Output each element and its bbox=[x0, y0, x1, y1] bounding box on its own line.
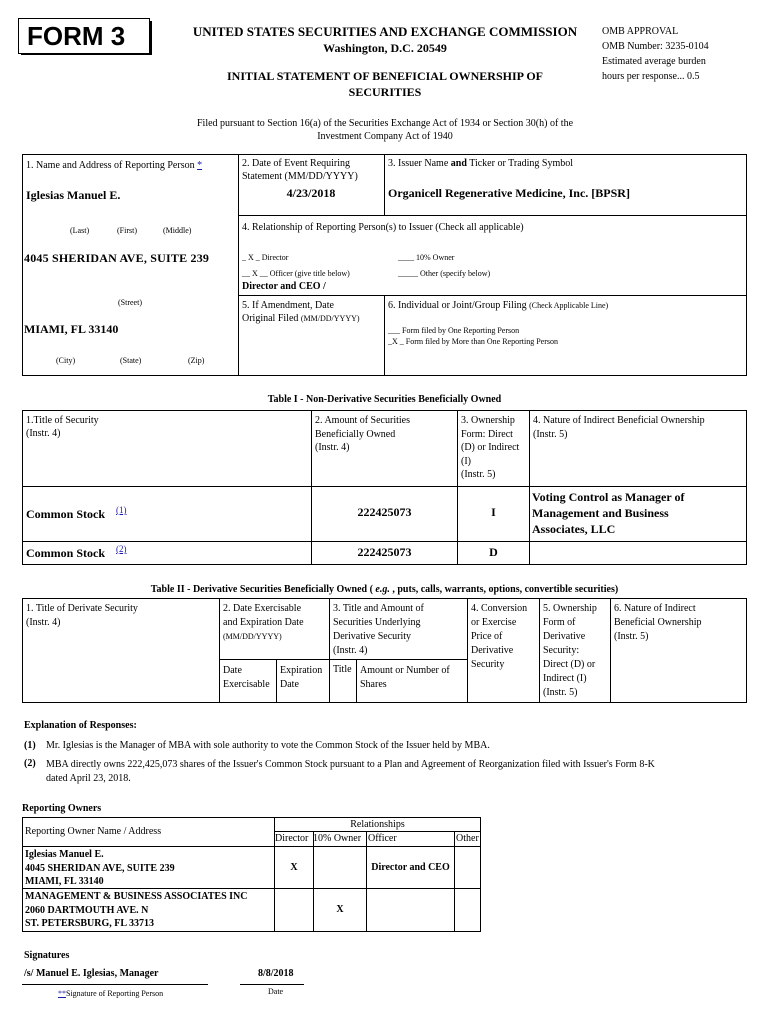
explanation-number-1: (1) bbox=[24, 740, 36, 751]
table1-row1-nature-line2: Management and Business bbox=[532, 506, 669, 520]
table1-header-ownership-line1: 3. Ownership bbox=[461, 415, 515, 426]
filed-pursuant-line1: Filed pursuant to Section 16(a) of the Securities Exchange Act of 1934 or Section 30(h) of the bbox=[196, 118, 574, 129]
box1-label bbox=[26, 160, 202, 171]
table2-header-expiration-line2: Date bbox=[280, 679, 299, 690]
table1-row2-title-text: Common Stock bbox=[26, 546, 106, 560]
owner-row-2-ten-percent: X bbox=[336, 904, 344, 915]
street-address: 4045 SHERIDAN AVE, SUITE 239 bbox=[24, 251, 210, 265]
explanation-title: Explanation of Responses: bbox=[24, 720, 137, 731]
table2-title bbox=[22, 584, 747, 595]
signature-footnote-link[interactable]: ** bbox=[58, 989, 66, 998]
box3-label-and: and bbox=[450, 158, 467, 169]
table2-header-date bbox=[223, 602, 304, 644]
signature-line bbox=[22, 984, 208, 985]
table2-header-underlying-line3: Derivative Security bbox=[333, 631, 412, 642]
owner-row-1-line3: MIAMI, FL 33140 bbox=[25, 876, 104, 887]
table1-header-ownership bbox=[461, 414, 519, 482]
table2-title-pre: Table II - Derivative Securities Beneficially Owned ( bbox=[150, 584, 376, 595]
reporting-person-footnote-link[interactable]: * bbox=[197, 160, 203, 171]
issuer-name: Organicell Regenerative Medicine, Inc. [BPSR] bbox=[388, 186, 630, 200]
table2-header-ownership-line4: Security: bbox=[543, 645, 580, 656]
table2-header-ownership-line1: 5. Ownership bbox=[543, 603, 597, 614]
omb-number: OMB Number: 3235-0104 bbox=[602, 41, 709, 52]
owners-header-ten-percent: 10% Owner bbox=[313, 833, 362, 844]
table2-header-date-exercisable-line1: Date bbox=[223, 665, 242, 676]
owners-header-name: Reporting Owner Name / Address bbox=[25, 826, 162, 837]
grid-line bbox=[238, 154, 239, 376]
owner-row-2-line2: 2060 DARTMOUTH AVE. N bbox=[25, 904, 149, 916]
table2-header-ownership-line5: Direct (D) or bbox=[543, 659, 596, 670]
name-middle-caption: (Middle) bbox=[163, 226, 192, 235]
table1-row1-nature bbox=[532, 489, 684, 537]
table2-header-ownership-line3: Derivative bbox=[543, 631, 586, 642]
omb-approval bbox=[602, 24, 709, 84]
filed-pursuant-line2: Investment Company Act of 1940 bbox=[317, 131, 453, 142]
grid-line bbox=[22, 817, 23, 932]
grid-line bbox=[480, 817, 481, 932]
omb-burden-line1: Estimated average burden bbox=[602, 56, 706, 67]
grid-line bbox=[22, 154, 23, 376]
table1-header-title-line2: (Instr. 4) bbox=[26, 428, 61, 439]
grid-line bbox=[22, 564, 747, 565]
table1-header-title-line1: 1.Title of Security bbox=[26, 415, 99, 426]
relationship-director: _ X _ Director bbox=[242, 253, 289, 262]
grid-line bbox=[22, 817, 481, 818]
box1-label-text: 1. Name and Address of Reporting Person bbox=[26, 160, 195, 171]
table2-header-conversion-line1: 4. Conversion bbox=[471, 603, 528, 614]
table2-header-conversion-line3: Price of bbox=[471, 631, 503, 642]
signature-name: /s/ Manuel E. Iglesias, Manager bbox=[24, 968, 159, 979]
signatures-title: Signatures bbox=[24, 950, 70, 961]
grid-line bbox=[22, 702, 747, 703]
table2-header-shares-line2: Shares bbox=[360, 679, 387, 690]
grid-line bbox=[746, 154, 747, 376]
street-caption: (Street) bbox=[118, 298, 142, 307]
relationship-ten-percent-owner: ____ 10% Owner bbox=[398, 253, 455, 262]
explanation-number-2: (2) bbox=[24, 758, 36, 769]
owners-header-relationships: Relationships bbox=[350, 819, 405, 830]
grid-line bbox=[356, 659, 357, 703]
omb-approval-title: OMB APPROVAL bbox=[602, 26, 679, 37]
table2-header-nature-line2: Beneficial Ownership bbox=[614, 617, 702, 628]
table1-title: Table I - Non-Derivative Securities Beneficially Owned bbox=[267, 394, 502, 405]
grid-line bbox=[219, 659, 467, 660]
owners-header-director: Director bbox=[275, 833, 309, 844]
date-caption: Date bbox=[268, 987, 284, 996]
table2-header-title-line1: 1. Title of Derivate Security bbox=[26, 603, 138, 614]
owner-row-1-officer: Director and CEO bbox=[371, 862, 450, 873]
table2-header-underlying-line4: (Instr. 4) bbox=[333, 645, 368, 656]
box5-label-text: Original Filed bbox=[242, 313, 299, 324]
form-title-line1: INITIAL STATEMENT OF BENEFICIAL OWNERSHIP OF bbox=[227, 69, 543, 83]
footnote-1-link[interactable]: (1) bbox=[116, 505, 127, 515]
officer-title: Director and CEO / bbox=[242, 281, 326, 292]
date-line bbox=[240, 984, 304, 985]
signature-caption bbox=[58, 989, 163, 998]
table1-header-ownership-line2: Form: Direct bbox=[461, 428, 513, 440]
table2-header-date-format: (MM/DD/YYYY) bbox=[223, 632, 282, 641]
grid-line bbox=[329, 598, 330, 703]
owner-row-1-address bbox=[25, 848, 175, 889]
table2-header-date-line1: 2. Date Exercisable bbox=[223, 603, 302, 614]
filing-option-multiple-persons: _X _ Form filed by More than One Reporting Person bbox=[388, 337, 558, 346]
table2-header-title-line2: (Instr. 4) bbox=[26, 617, 61, 628]
table2-header-conversion-line2: or Exercise bbox=[471, 617, 517, 628]
grid-line bbox=[274, 831, 481, 832]
table1-header-amount-line1: 2. Amount of Securities bbox=[315, 415, 410, 426]
box2-label-line2: Statement (MM/DD/YYYY) bbox=[242, 171, 358, 182]
table2-header-shares-line1: Amount or Number of bbox=[360, 665, 450, 676]
owner-row-2-line1: MANAGEMENT & BUSINESS ASSOCIATES INC bbox=[25, 891, 248, 902]
agency-location: Washington, D.C. 20549 bbox=[323, 41, 447, 55]
table2-header-conversion-line5: Security bbox=[471, 659, 505, 670]
owner-row-1-line2: 4045 SHERIDAN AVE, SUITE 239 bbox=[25, 862, 175, 874]
explanation-text-2 bbox=[46, 758, 655, 786]
grid-line bbox=[467, 598, 468, 703]
table2-header-nature bbox=[614, 602, 701, 644]
table1-row1-title bbox=[26, 507, 127, 522]
table2-header-ownership bbox=[543, 602, 597, 700]
table1-row1-title-text: Common Stock bbox=[26, 507, 106, 521]
grid-line bbox=[746, 598, 747, 703]
table2-header-nature-line3: (Instr. 5) bbox=[614, 631, 649, 642]
table2-header-underlying-line1: 3. Title and Amount of bbox=[333, 603, 424, 614]
table1-header-ownership-line3: (D) or Indirect bbox=[461, 442, 520, 453]
table2-header-underlying bbox=[333, 602, 424, 658]
box4-label: 4. Relationship of Reporting Person(s) to Issuer (Check all applicable) bbox=[242, 222, 524, 233]
box6-label-note: (Check Applicable Line) bbox=[529, 301, 609, 310]
form-label-box bbox=[18, 18, 150, 54]
owner-row-2-address bbox=[25, 890, 247, 931]
form-title-line2: SECURITIES bbox=[348, 85, 422, 99]
table1-header-nature bbox=[533, 414, 705, 441]
owners-header-officer: Officer bbox=[368, 833, 397, 844]
omb-burden-line2: hours per response... 0.5 bbox=[602, 71, 700, 82]
footnote-2-link[interactable]: (2) bbox=[116, 544, 127, 554]
table2-header-nature-line1: 6. Nature of Indirect bbox=[614, 603, 696, 614]
table2-header-shares bbox=[360, 664, 450, 692]
grid-line bbox=[384, 295, 385, 376]
explanation-text-1: Mr. Iglesias is the Manager of MBA with sole authority to vote the Common Stock of the Issuer held by MBA. bbox=[46, 740, 490, 751]
table2-header-date-line2: and Expiration Date bbox=[223, 617, 304, 628]
box6-label bbox=[388, 300, 608, 311]
table2-header-conversion-line4: Derivative bbox=[471, 645, 514, 656]
table1-row2-amount: 222425073 bbox=[357, 545, 412, 559]
grid-line bbox=[22, 931, 481, 932]
grid-line bbox=[22, 598, 23, 703]
table1-row2-form: D bbox=[489, 545, 498, 559]
table1-header-amount-line2: Beneficially Owned bbox=[315, 428, 396, 440]
table1-row1-form: I bbox=[491, 505, 496, 519]
city-caption: (City) bbox=[56, 356, 76, 365]
table1-row1-nature-line3: Associates, LLC bbox=[532, 522, 616, 536]
table2-header-conversion bbox=[471, 602, 527, 672]
relationship-officer: __ X __ Officer (give title below) bbox=[242, 269, 350, 278]
event-date: 4/23/2018 bbox=[286, 186, 336, 200]
table2-header-underlying-title: Title bbox=[333, 664, 352, 675]
owner-row-1-director: X bbox=[290, 862, 298, 873]
table2-header-ownership-line7: (Instr. 5) bbox=[543, 687, 578, 698]
state-caption: (State) bbox=[120, 356, 142, 365]
owner-row-2-line3: ST. PETERSBURG, FL 33713 bbox=[25, 918, 155, 929]
grid-line bbox=[238, 295, 747, 296]
table1-header-nature-line2: (Instr. 5) bbox=[533, 428, 568, 440]
table2-header-ownership-line2: Form of bbox=[543, 617, 576, 628]
grid-line bbox=[539, 598, 540, 703]
explanation-text-2-line1: MBA directly owns 222,425,073 shares of the Issuer's Common Stock pursuant to a Plan and Agreement of Reorganization filed with Issuer's Form 8-K bbox=[46, 759, 655, 770]
table1-row1-nature-line1: Voting Control as Manager of bbox=[532, 490, 685, 504]
grid-line bbox=[22, 410, 747, 411]
table1-header-ownership-line5: (Instr. 5) bbox=[461, 469, 496, 480]
grid-line bbox=[22, 846, 481, 847]
table1-row1-amount: 222425073 bbox=[357, 505, 412, 519]
signature-caption-text: Signature of Reporting Person bbox=[66, 989, 164, 998]
owners-header-other: Other bbox=[456, 833, 479, 844]
grid-line bbox=[22, 375, 747, 376]
table1-header-nature-line1: 4. Nature of Indirect Beneficial Ownership bbox=[533, 415, 705, 426]
table1-header-amount bbox=[315, 414, 410, 455]
table2-header-ownership-line6: Indirect (I) bbox=[543, 673, 587, 684]
grid-line bbox=[384, 154, 385, 216]
table1-header-amount-line3: (Instr. 4) bbox=[315, 442, 350, 453]
grid-line bbox=[22, 598, 747, 599]
owner-row-1-line1: Iglesias Manuel E. bbox=[25, 849, 104, 860]
box6-label-text: 6. Individual or Joint/Group Filing bbox=[388, 300, 527, 311]
form-label-shadow-bottom bbox=[21, 53, 152, 55]
table1-header-title bbox=[26, 414, 99, 440]
table2-header-date-exercisable bbox=[223, 664, 270, 692]
table2-header-expiration-line1: Expiration bbox=[280, 665, 323, 676]
table2-title-eg: e.g. bbox=[375, 584, 390, 595]
box5-label-line2 bbox=[242, 313, 360, 324]
box3-label-post: Ticker or Trading Symbol bbox=[466, 158, 574, 169]
signature-date: 8/8/2018 bbox=[258, 968, 294, 979]
table2-header-title bbox=[26, 602, 138, 630]
box3-label bbox=[388, 158, 573, 169]
table2-title-post: , puts, calls, warrants, options, convertible securities) bbox=[389, 584, 619, 595]
city-address: MIAMI, FL 33140 bbox=[24, 322, 119, 336]
name-last-caption: (Last) bbox=[70, 226, 90, 235]
grid-line bbox=[22, 541, 747, 542]
agency-name: UNITED STATES SECURITIES AND EXCHANGE COMMISSION bbox=[192, 24, 578, 39]
relationship-other: _____ Other (specify below) bbox=[398, 269, 491, 278]
name-first-caption: (First) bbox=[117, 226, 137, 235]
box5-label-line1: 5. If Amendment, Date bbox=[242, 300, 334, 311]
form-label-shadow-right bbox=[150, 21, 152, 55]
table2-header-date-exercisable-line2: Exercisable bbox=[223, 679, 270, 690]
form-label: FORM 3 bbox=[27, 21, 126, 51]
reporting-person-name: Iglesias Manuel E. bbox=[26, 188, 121, 202]
box3-label-pre: 3. Issuer Name bbox=[388, 158, 451, 169]
table2-header-underlying-line2: Securities Underlying bbox=[333, 617, 421, 628]
grid-line bbox=[219, 598, 220, 703]
reporting-owners-title: Reporting Owners bbox=[22, 803, 102, 814]
table1-header-ownership-line4: (I) bbox=[461, 455, 471, 467]
box2-label-line1: 2. Date of Event Requiring bbox=[242, 158, 351, 169]
table1-row2-title bbox=[26, 546, 127, 561]
grid-line bbox=[238, 215, 747, 216]
zip-caption: (Zip) bbox=[188, 356, 205, 365]
grid-line bbox=[610, 598, 611, 703]
explanation-text-2-line2: dated April 23, 2018. bbox=[46, 773, 131, 784]
box5-label-format: (MM/DD/YYYY) bbox=[300, 314, 360, 323]
grid-line bbox=[22, 486, 747, 487]
grid-line bbox=[276, 659, 277, 703]
filing-option-one-person: ___ Form filed by One Reporting Person bbox=[388, 326, 520, 335]
table2-header-expiration bbox=[280, 664, 322, 692]
